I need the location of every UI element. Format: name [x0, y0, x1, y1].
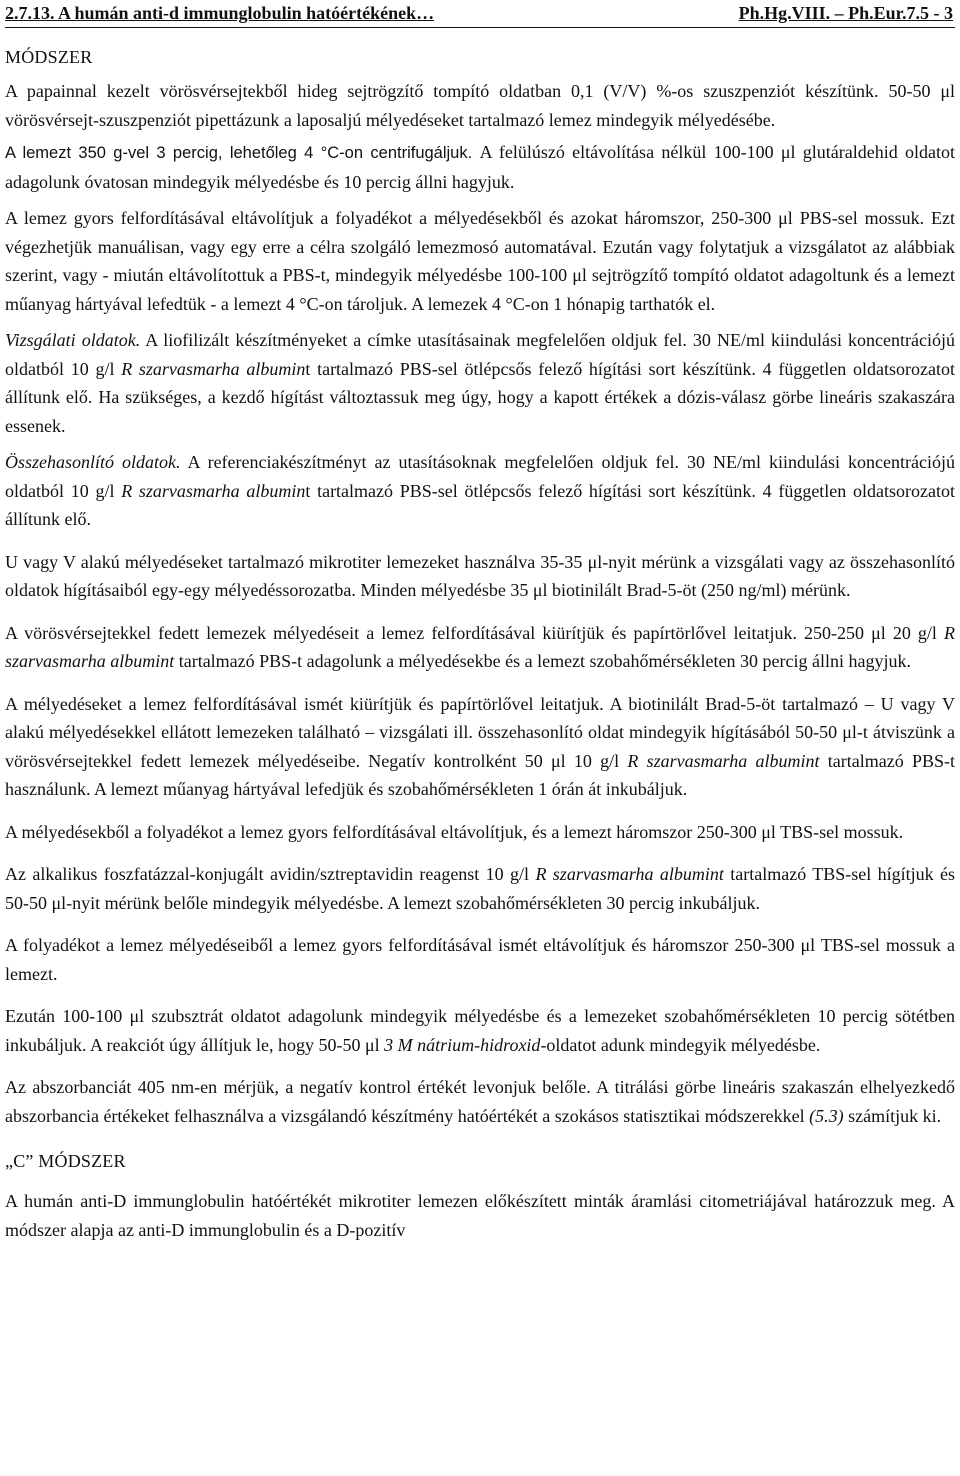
text-run: t tartalmazó PBS-sel ötlépcsős felező hígítási sort készítünk. 4 független oldatsorozatot állítunk elő. Ha szükséges, a kezdő hígítást változtassuk meg úgy, hogy a kapott értékek a dózis-válasz görbe lineáris szakaszára essenek. — [5, 358, 956, 436]
paragraph-6: U vagy V alakú mélyedéseket tartalmazó mikrotiter lemezeket használva 35-35 μl-nyit mérünk a vizsgálati vagy az összehasonlító oldatok hígításaiból egy-egy mélyedéssorozatba. Minden mélyedésbe 35 μl biotinilált Brad-5-öt (250 ng/ml) mérünk. — [5, 551, 955, 600]
text-run: A referenciakészítményt az utasításoknak megfelelően oldjuk fel. 30 NE/ml kiindulási koncentrációjú oldatból 10 g/l — [5, 452, 955, 501]
paragraph-11: A folyadékot a lemez mélyedéseiből a lemez gyors felfordításával ismét eltávolítjuk és háromszor 250-300 μl TBS-sel mossuk a lemezt. — [5, 935, 955, 984]
reagent-name: R szarvasmarha albumin — [121, 358, 306, 379]
paragraph-2 — [5, 138, 955, 196]
paragraph-3: A lemez gyors felfordításával eltávolítjuk a folyadékot a mélyedésekből és azokat háromszor, 250-300 μl PBS-sel mossuk. Ezt végezhetjük manuálisan, vagy egy erre a célra szolgáló lemezmosó automatával. Ezután vagy folytatjuk a vizsgálatot az alábbiak szerint, vagy - miután eltávolítottuk a PBS-t, mindegyik mélyedésbe 100-100 μl sejtrögzítő tompító oldatot adagoltunk és a lemezt műanyag hártyával lefedtük - a lemezt 4 °C-on tároljuk. A lemezek 4 °C-on 1 hónapig tarthatók el. — [5, 208, 955, 314]
text-run: -oldatot adunk mindegyik mélyedésbe. — [540, 1034, 821, 1055]
text-run: Az abszorbanciát 405 nm-en mérjük, a negatív kontrol értékét levonjuk belőle. A titrálási görbe lineáris szakaszán elhelyezkedő abszorbancia értékeket felhasználva a vizsgálandó készítmény hatóértékét a szokásos statisztikai módszerekkel — [5, 1077, 955, 1126]
section-reference: (5.3) — [809, 1105, 844, 1126]
text-run: A mélyedéseket a lemez felfordításával ismét kiürítjük és papírtörlővel leitatjuk. A biotinilált Brad-5-öt tartalmazó – U vagy V alakú mélyedésekkel ellátott lemezeken található – vizsgálati ill. összehasonlító oldat mindegyik hígításából 50-50 μl-t átviszünk a vörösvérsejtekkel fedett lemezek mélyedéseibe. Negatív kontrolként 50 μl 10 g/l — [5, 693, 955, 771]
paragraph-13 — [5, 1073, 955, 1130]
paragraph-1: A papainnal kezelt vörösvérsejtekből hideg sejtrögzítő tompító oldatban 0,1 (V/V) %-os szuszpenziót készítünk. 50-50 μl vörösvérsejt-szuszpenziót pipettázunk a laposaljú mélyedéseket tartalmazó lemez mindegyik mélyedésébe. — [5, 81, 955, 130]
paragraph-2-sentence-2: A felülúszó eltávolítása nélkül 100-100 μl glutáraldehid oldatot adagolunk óvatosan mindegyik mélyedésbe és 10 percig állni hagyjuk. — [5, 142, 956, 192]
paragraph-reference-solutions — [5, 448, 955, 534]
paragraph-7 — [5, 619, 955, 676]
test-solutions-lead: Vizsgálati oldatok. — [5, 330, 141, 350]
text-run: Az alkalikus foszfatázzal-konjugált avidin/sztreptavidin reagenst 10 g/l — [5, 864, 536, 884]
running-header — [5, 0, 955, 28]
text-run: t tartalmazó PBS-sel ötlépcsős felező hígítási sort készítünk. 4 független oldatsorozatot állítunk elő. — [5, 480, 956, 529]
reagent-name: R szarvasmarha albumint — [535, 864, 724, 884]
reagent-name: R szarvasmarha albumint — [627, 750, 820, 771]
reagent-name: 3 M nátrium-hidroxid — [384, 1034, 541, 1055]
reagent-name: R szarvasmarha albumin — [121, 480, 306, 501]
paragraph-10 — [5, 860, 955, 917]
text-run: tartalmazó TBS-sel hígítjuk és 50-50 μl-nyit mérünk belőle mindegyik mélyedésbe. A lemezt szobahőmérsékleten 30 percig inkubáljuk. — [5, 864, 955, 913]
text-run: számítjuk ki. — [843, 1105, 942, 1126]
paragraph-14: A humán anti-D immunglobulin hatóértékét mikrotiter lemezen előkészített minták áramlási citometriájával határozzuk meg. A módszer alapja az anti-D immunglobulin és a D-pozitív — [5, 1191, 955, 1240]
text-run: Ezután 100-100 μl szubsztrát oldatot adagolunk mindegyik mélyedésbe és a lemezeket szobahőmérsékleten 10 percig sötétben inkubáljuk. A reakciót úgy állítjuk le, hogy 50-50 μl — [5, 1006, 955, 1055]
text-run: A vörösvérsejtekkel fedett lemezek mélyedéseit a lemez felfordításával kiürítjük és papírtörlővel leitatjuk. 250-250 μl 20 g/l — [5, 622, 944, 643]
paragraph-test-solutions — [5, 326, 955, 440]
text-run: A liofilizált készítményeket a címke utasításainak megfelelően oldjuk fel. 30 NE/ml kiindulási koncentrációjú oldatból 10 g/l — [5, 330, 955, 379]
paragraph-8 — [5, 690, 955, 804]
reference-solutions-lead: Összehasonlító oldatok. — [5, 452, 181, 472]
text-run: tartalmazó PBS-t adagolunk a mélyedésekbe és a lemezt szobahőmérsékleten 30 percig állni hagyjuk. — [174, 651, 911, 671]
section-title-method: MÓDSZER — [5, 47, 93, 67]
header-title: 2.7.13. A humán anti-d immunglobulin hatóértékének… — [5, 3, 435, 23]
text-run: tartalmazó PBS-t használunk. A lemezt műanyag hártyával lefedjük és szobahőmérsékleten 1 órán át inkubáljuk. — [5, 750, 956, 799]
section-title-method-c: „C” MÓDSZER — [5, 1151, 126, 1171]
reagent-name: R szarvasmarha albumint — [5, 622, 955, 671]
document-page — [5, 0, 955, 1244]
paragraph-9: A mélyedésekből a folyadékot a lemez gyors felfordításával eltávolítjuk, és a lemezt háromszor 250-300 μl TBS-sel mossuk. — [5, 821, 904, 842]
header-reference: Ph.Hg.VIII. – Ph.Eur.7.5 - 3 — [738, 3, 953, 23]
paragraph-2-sentence-1: A lemezt 350 g-vel 3 percig, lehetőleg 4 °C-on centrifugáljuk. — [5, 144, 480, 162]
paragraph-12 — [5, 1002, 955, 1059]
